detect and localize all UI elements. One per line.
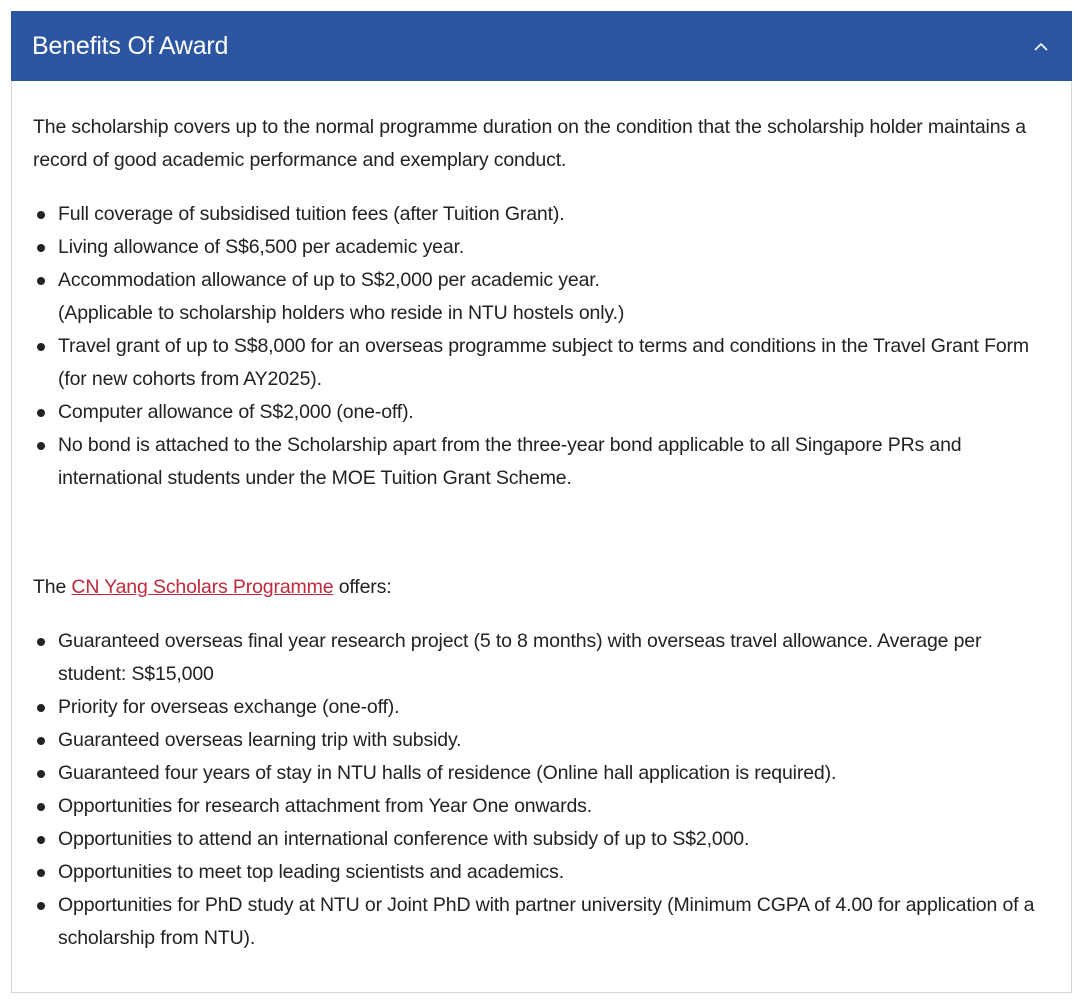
accordion-title: Benefits Of Award	[32, 31, 229, 60]
programme-suffix: offers:	[333, 576, 392, 598]
list-item: No bond is attached to the Scholarship apart from the three-year bond applicable to all Singapore PRs and international students under the MOE Tuition Grant Scheme.	[33, 429, 1051, 495]
intro-text: The scholarship covers up to the normal programme duration on the condition that the scholarship holder maintains a record of good academic performance and exemplary conduct.	[33, 116, 1026, 171]
list-item: Travel grant of up to S$8,000 for an overseas programme subject to terms and conditions in the Travel Grant Form (for new cohorts from AY2025).	[33, 330, 1051, 396]
programme-prefix: The	[33, 576, 72, 598]
list-item: Full coverage of subsidised tuition fees (after Tuition Grant).	[33, 198, 1051, 231]
list-item-note: (Applicable to scholarship holders who reside in NTU hostels only.)	[58, 302, 625, 324]
list-item: Opportunities for research attachment from Year One onwards.	[33, 790, 1051, 823]
chevron-up-icon[interactable]	[1031, 36, 1051, 56]
list-item: Computer allowance of S$2,000 (one-off).	[33, 396, 1051, 429]
accordion-header[interactable]	[11, 11, 1072, 81]
accordion-body	[11, 81, 1072, 993]
programme-offers-list	[33, 625, 1051, 955]
list-item: Guaranteed four years of stay in NTU halls of residence (Online hall application is required).	[33, 757, 1051, 790]
list-item: Opportunities to attend an international conference with subsidy of up to S$2,000.	[33, 823, 1051, 856]
list-item: Living allowance of S$6,500 per academic year.	[33, 231, 1051, 264]
programme-intro	[33, 571, 1051, 604]
list-item: Opportunities to meet top leading scientists and academics.	[33, 856, 1051, 889]
list-item: Priority for overseas exchange (one-off).	[33, 691, 1051, 724]
list-item-text: Accommodation allowance of up to S$2,000 per academic year.	[58, 269, 600, 291]
list-item: Guaranteed overseas learning trip with subsidy.	[33, 724, 1051, 757]
list-item: Guaranteed overseas final year research project (5 to 8 months) with overseas travel allowance. Average per student: S$15,000	[33, 625, 1051, 691]
list-item	[33, 264, 1051, 330]
benefits-accordion	[11, 11, 1072, 993]
list-item: Opportunities for PhD study at NTU or Joint PhD with partner university (Minimum CGPA of 4.00 for application of a scholarship from NTU).	[33, 889, 1051, 955]
cn-yang-programme-link[interactable]: CN Yang Scholars Programme	[71, 576, 334, 598]
benefits-list	[33, 198, 1051, 495]
